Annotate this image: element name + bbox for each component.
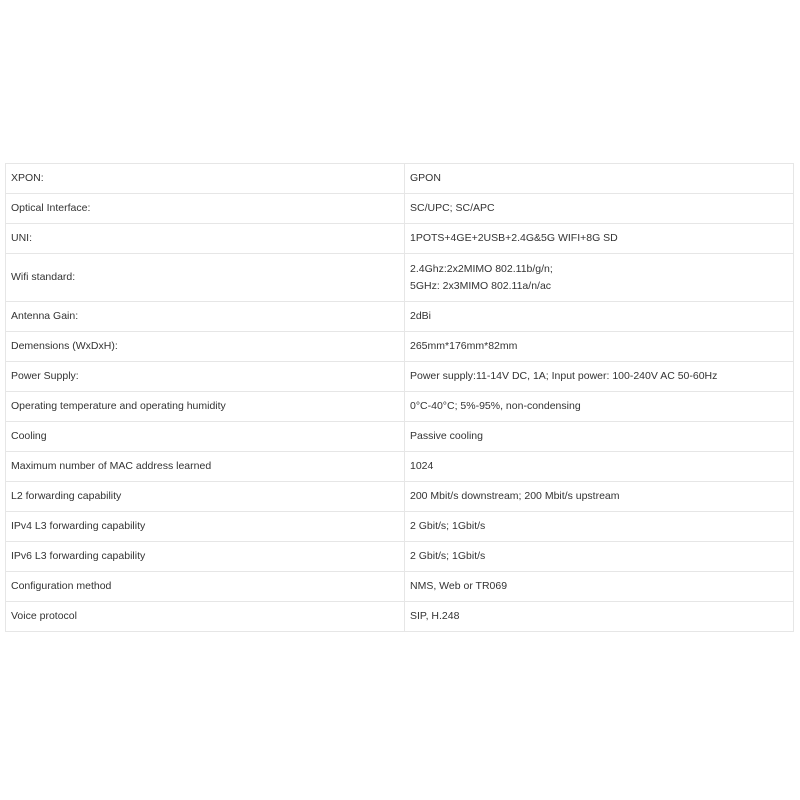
spec-value-line: 5GHz: 2x3MIMO 802.11a/n/ac (410, 279, 552, 292)
spec-label: Antenna Gain: (6, 302, 405, 332)
spec-label: Cooling (6, 422, 405, 452)
spec-value: GPON (405, 164, 794, 194)
table-row (6, 164, 794, 194)
spec-value: 2dBi (405, 302, 794, 332)
table-row (6, 392, 794, 422)
table-row (6, 362, 794, 392)
table-row (6, 542, 794, 572)
spec-label: Power Supply: (6, 362, 405, 392)
spec-value: 2 Gbit/s; 1Gbit/s (405, 542, 794, 572)
spec-value: 0°C-40°C; 5%-95%, non-condensing (405, 392, 794, 422)
spec-value: 2 Gbit/s; 1Gbit/s (405, 512, 794, 542)
table-row (6, 302, 794, 332)
table-row (6, 332, 794, 362)
spec-table (5, 163, 794, 632)
table-row (6, 602, 794, 632)
spec-value: Passive cooling (405, 422, 794, 452)
spec-label: Wifi standard: (6, 254, 405, 302)
spec-value: Power supply:11-14V DC, 1A; Input power: 100-240V AC 50-60Hz (405, 362, 794, 392)
spec-label: Configuration method (6, 572, 405, 602)
spec-value: 1024 (405, 452, 794, 482)
spec-label: Operating temperature and operating humidity (6, 392, 405, 422)
table-row (6, 194, 794, 224)
spec-label: IPv4 L3 forwarding capability (6, 512, 405, 542)
table-row (6, 422, 794, 452)
table-row (6, 254, 794, 302)
spec-value: NMS, Web or TR069 (405, 572, 794, 602)
table-row (6, 572, 794, 602)
table-row (6, 482, 794, 512)
table-row (6, 224, 794, 254)
spec-value: SIP, H.248 (405, 602, 794, 632)
spec-label: XPON: (6, 164, 405, 194)
spec-label: Maximum number of MAC address learned (6, 452, 405, 482)
spec-value: 200 Mbit/s downstream; 200 Mbit/s upstream (405, 482, 794, 512)
spec-label: UNI: (6, 224, 405, 254)
spec-label: Voice protocol (6, 602, 405, 632)
spec-label: L2 forwarding capability (6, 482, 405, 512)
spec-value: 1POTS+4GE+2USB+2.4G&5G WIFI+8G SD (405, 224, 794, 254)
spec-value-line: 2.4Ghz:2x2MIMO 802.11b/g/n; (410, 262, 553, 275)
table-row (6, 512, 794, 542)
table-row (6, 452, 794, 482)
spec-label: IPv6 L3 forwarding capability (6, 542, 405, 572)
spec-label: Optical Interface: (6, 194, 405, 224)
spec-value: 265mm*176mm*82mm (405, 332, 794, 362)
spec-label: Demensions (WxDxH): (6, 332, 405, 362)
spec-value (405, 254, 794, 302)
spec-value: SC/UPC; SC/APC (405, 194, 794, 224)
